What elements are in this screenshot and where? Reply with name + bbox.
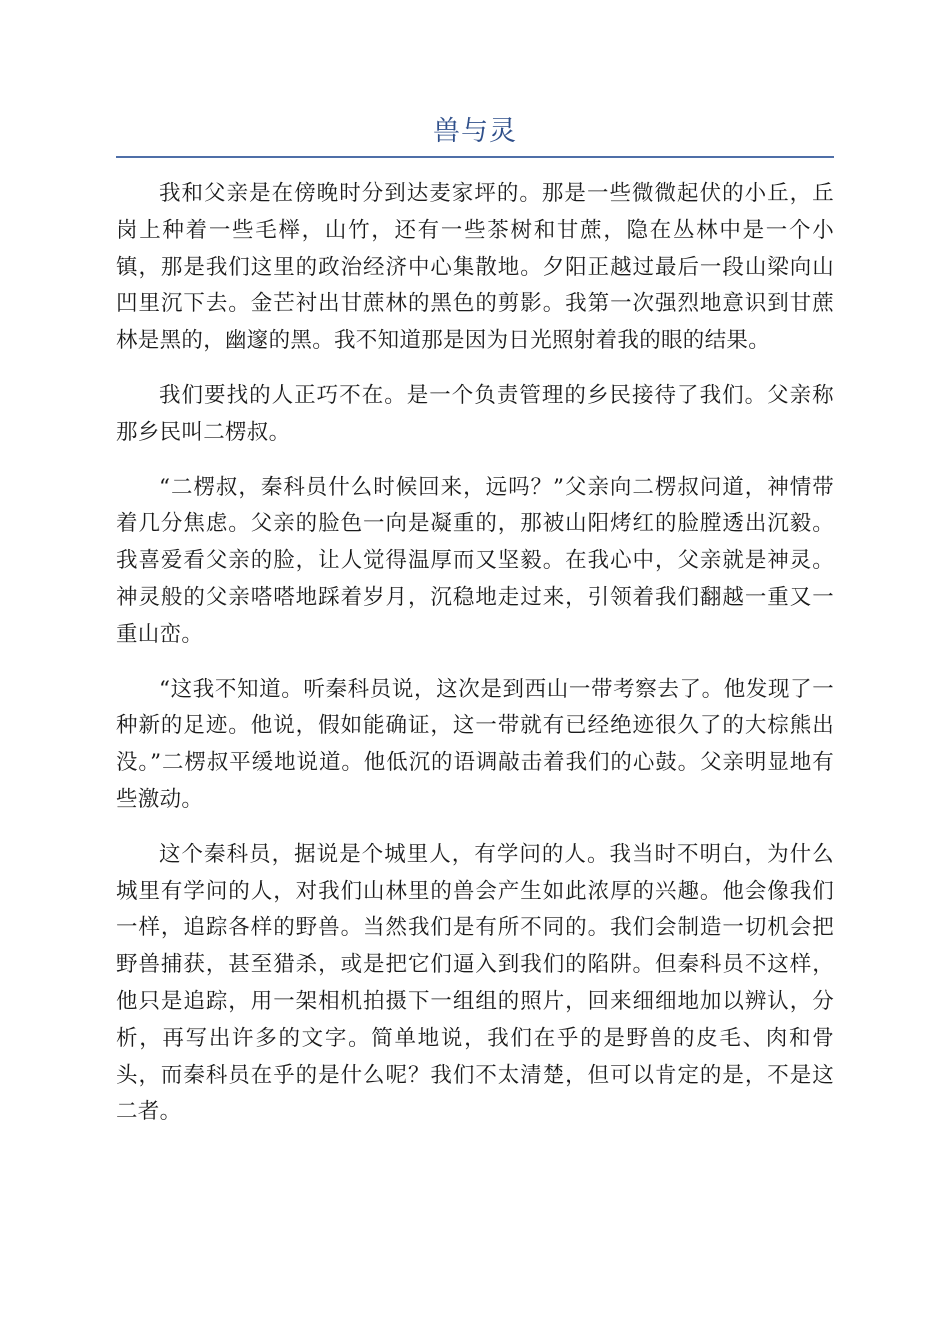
paragraph-4: “这我不知道。听秦科员说，这次是到西山一带考察去了。他发现了一种新的足迹。他说，假如能确证，这一带就有已经绝迹很久了的大棕熊出没。”二楞叔平缓地说道。他低沉的语调敲击着我们的心鼓。父亲明显地有些激动。 [116, 676, 834, 812]
paragraph-5: 这个秦科员，据说是个城里人，有学问的人。我当时不明白，为什么城里有学问的人，对我们山林里的兽会产生如此浓厚的兴趣。他会像我们一样，追踪各样的野兽。当然我们是有所不同的。我们会制造一切机会把野兽捕获，甚至猎杀，或是把它们逼入到我们的陷阱。但秦科员不这样，他只是追踪，用一架相机拍摄下一组组的照片，回来细细地加以辨认，分析，再写出许多的文字。简单地说，我们在乎的是野兽的皮毛、肉和骨头，而秦科员在乎的是什么呢？我们不太清楚，但可以肯定的是，不是这二者。 [116, 841, 834, 1125]
paragraph-2: 我们要找的人正巧不在。是一个负责管理的乡民接待了我们。父亲称那乡民叫二楞叔。 [116, 382, 834, 445]
paragraph-3: “二楞叔，秦科员什么时候回来，远吗？”父亲向二楞叔问道，神情带着几分焦虑。父亲的脸色一向是凝重的，那被山阳烤红的脸膛透出沉毅。我喜爱看父亲的脸，让人觉得温厚而又坚毅。在我心中，父亲就是神灵。神灵般的父亲嗒嗒地踩着岁月，沉稳地走过来，引领着我们翻越一重又一重山峦。 [116, 474, 834, 647]
paragraph-1: 我和父亲是在傍晚时分到达麦家坪的。那是一些微微起伏的小丘，丘岗上种着一些毛榉，山竹，还有一些茶树和甘蔗，隐在丛林中是一个小镇，那是我们这里的政治经济中心集散地。夕阳正越过最后一段山梁向山凹里沉下去。金芒衬出甘蔗林的黑色的剪影。我第一次强烈地意识到甘蔗林是黑的，幽邃的黑。我不知道那是因为日光照射着我的眼的结果。 [116, 181, 834, 354]
document-body [116, 176, 834, 1149]
document-title: 兽与灵 [433, 116, 517, 147]
title-block [116, 112, 834, 158]
